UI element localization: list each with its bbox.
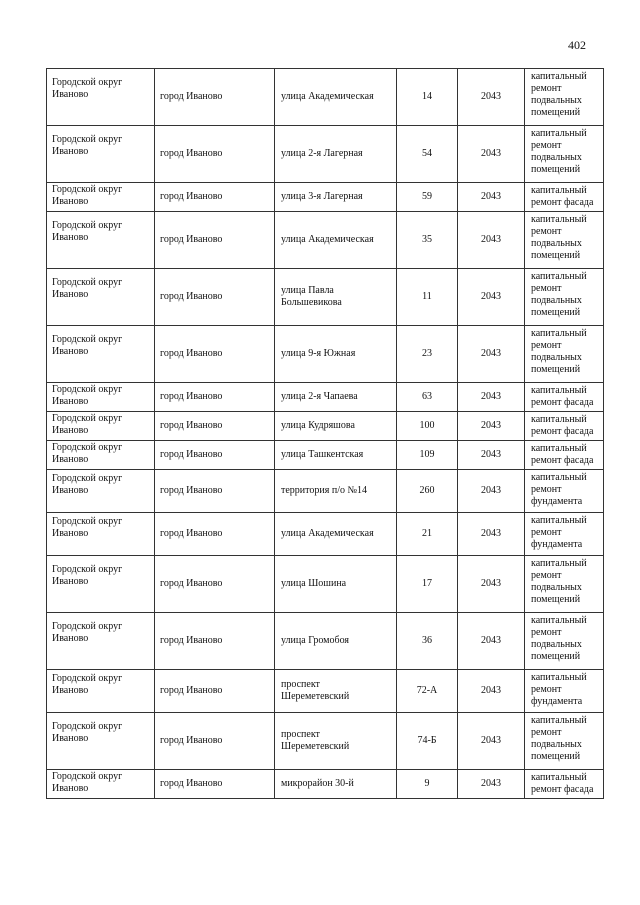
city-text: город Иваново xyxy=(160,420,223,431)
street-text: улица Громобоя xyxy=(281,635,349,646)
work-type-text: капитальный ремонт подвальных помещений xyxy=(531,128,587,175)
district-text: Городской округ Иваново xyxy=(52,473,123,496)
street-text: территория п/о №14 xyxy=(281,485,368,496)
street-text: улица Павла Большевикова xyxy=(281,285,342,308)
page-number: 402 xyxy=(568,38,586,52)
street-text: улица Академическая xyxy=(281,91,374,102)
street-cell xyxy=(275,556,397,613)
street-text: микрорайон 30-й xyxy=(281,778,354,789)
street-text: улица Кудряшова xyxy=(281,420,355,431)
work-type-cell xyxy=(525,69,604,126)
table-row xyxy=(47,326,604,383)
city-text: город Иваново xyxy=(160,291,223,302)
house-number: 109 xyxy=(419,449,435,460)
table-row xyxy=(47,513,604,556)
house-cell xyxy=(397,613,458,670)
work-type-text: капитальный ремонт подвальных помещений xyxy=(531,214,587,261)
year-cell xyxy=(458,513,525,556)
city-cell xyxy=(155,69,275,126)
district-cell xyxy=(47,183,155,212)
city-cell xyxy=(155,513,275,556)
district-text: Городской округ Иваново xyxy=(52,673,123,696)
house-cell xyxy=(397,126,458,183)
district-text: Городской округ Иваново xyxy=(52,721,123,744)
house-cell xyxy=(397,770,458,799)
house-number: 9 xyxy=(424,778,430,789)
city-text: город Иваново xyxy=(160,449,223,460)
district-text: Городской округ Иваново xyxy=(52,184,123,207)
year-cell xyxy=(458,326,525,383)
street-text: улица Академическая xyxy=(281,234,374,245)
year-text: 2043 xyxy=(481,291,501,302)
house-number: 17 xyxy=(422,578,432,589)
year-cell xyxy=(458,613,525,670)
district-text: Городской округ Иваново xyxy=(52,413,123,436)
work-type-text: капитальный ремонт подвальных помещений xyxy=(531,715,587,762)
table-row xyxy=(47,713,604,770)
year-cell xyxy=(458,383,525,412)
year-cell xyxy=(458,441,525,470)
year-text: 2043 xyxy=(481,191,501,202)
city-text: город Иваново xyxy=(160,391,223,402)
year-cell xyxy=(458,670,525,713)
table-row xyxy=(47,183,604,212)
street-text: улица 2-я Чапаева xyxy=(281,391,358,402)
district-text: Городской округ Иваново xyxy=(52,77,123,100)
district-text: Городской округ Иваново xyxy=(52,134,123,157)
year-text: 2043 xyxy=(481,485,501,496)
street-cell xyxy=(275,470,397,513)
table-row xyxy=(47,383,604,412)
district-text: Городской округ Иваново xyxy=(52,334,123,357)
year-text: 2043 xyxy=(481,391,501,402)
house-number: 63 xyxy=(422,391,432,402)
table-row xyxy=(47,441,604,470)
street-text: улица Академическая xyxy=(281,528,374,539)
house-cell xyxy=(397,713,458,770)
year-text: 2043 xyxy=(481,420,501,431)
street-text: улица 3-я Лагерная xyxy=(281,191,363,202)
table-row xyxy=(47,470,604,513)
city-cell xyxy=(155,556,275,613)
work-type-text: капитальный ремонт подвальных помещений xyxy=(531,615,587,662)
house-cell xyxy=(397,69,458,126)
street-cell xyxy=(275,183,397,212)
house-cell xyxy=(397,183,458,212)
repair-schedule-table xyxy=(46,68,604,799)
table-body xyxy=(47,69,604,799)
city-cell xyxy=(155,613,275,670)
district-text: Городской округ Иваново xyxy=(52,621,123,644)
street-cell xyxy=(275,212,397,269)
year-cell xyxy=(458,183,525,212)
city-text: город Иваново xyxy=(160,778,223,789)
work-type-cell xyxy=(525,383,604,412)
work-type-text: капитальный ремонт подвальных помещений xyxy=(531,328,587,375)
city-cell xyxy=(155,183,275,212)
house-number: 59 xyxy=(422,191,432,202)
year-text: 2043 xyxy=(481,735,501,746)
table-row xyxy=(47,670,604,713)
work-type-text: капитальный ремонт фундамента xyxy=(531,515,587,550)
year-text: 2043 xyxy=(481,528,501,539)
street-text: улица 2-я Лагерная xyxy=(281,148,363,159)
work-type-cell xyxy=(525,212,604,269)
work-type-text: капитальный ремонт подвальных помещений xyxy=(531,71,587,118)
district-cell xyxy=(47,383,155,412)
district-cell xyxy=(47,670,155,713)
house-cell xyxy=(397,556,458,613)
district-text: Городской округ Иваново xyxy=(52,442,123,465)
street-text: улица 9-я Южная xyxy=(281,348,356,359)
city-text: город Иваново xyxy=(160,578,223,589)
district-cell xyxy=(47,326,155,383)
work-type-cell xyxy=(525,470,604,513)
street-cell xyxy=(275,513,397,556)
city-text: город Иваново xyxy=(160,528,223,539)
street-text: улица Ташкентская xyxy=(281,449,364,460)
table-row xyxy=(47,613,604,670)
house-cell xyxy=(397,670,458,713)
street-text: проспект Шереметевский xyxy=(281,729,350,752)
house-cell xyxy=(397,383,458,412)
district-text: Городской округ Иваново xyxy=(52,384,123,407)
district-text: Городской округ Иваново xyxy=(52,564,123,587)
street-cell xyxy=(275,383,397,412)
city-text: город Иваново xyxy=(160,635,223,646)
work-type-cell xyxy=(525,326,604,383)
district-cell xyxy=(47,126,155,183)
district-cell xyxy=(47,513,155,556)
district-text: Городской округ Иваново xyxy=(52,220,123,243)
district-text: Городской округ Иваново xyxy=(52,516,123,539)
work-type-text: капитальный ремонт фасада xyxy=(531,772,594,795)
year-cell xyxy=(458,556,525,613)
city-text: город Иваново xyxy=(160,485,223,496)
house-cell xyxy=(397,212,458,269)
table-row xyxy=(47,556,604,613)
work-type-cell xyxy=(525,670,604,713)
house-cell xyxy=(397,441,458,470)
district-cell xyxy=(47,412,155,441)
work-type-text: капитальный ремонт фасада xyxy=(531,443,594,466)
table-row xyxy=(47,412,604,441)
table-row xyxy=(47,212,604,269)
year-cell xyxy=(458,412,525,441)
city-text: город Иваново xyxy=(160,234,223,245)
district-cell xyxy=(47,613,155,670)
year-cell xyxy=(458,212,525,269)
year-text: 2043 xyxy=(481,348,501,359)
year-cell xyxy=(458,126,525,183)
year-text: 2043 xyxy=(481,635,501,646)
work-type-cell xyxy=(525,713,604,770)
house-cell xyxy=(397,513,458,556)
work-type-text: капитальный ремонт фасада xyxy=(531,185,594,208)
house-number: 14 xyxy=(422,91,432,102)
house-cell xyxy=(397,412,458,441)
city-cell xyxy=(155,670,275,713)
district-text: Городской округ Иваново xyxy=(52,277,123,300)
house-number: 35 xyxy=(422,234,432,245)
year-text: 2043 xyxy=(481,449,501,460)
city-text: город Иваново xyxy=(160,91,223,102)
city-cell xyxy=(155,770,275,799)
work-type-text: капитальный ремонт фасада xyxy=(531,385,594,408)
work-type-cell xyxy=(525,412,604,441)
house-number: 36 xyxy=(422,635,432,646)
city-cell xyxy=(155,269,275,326)
district-cell xyxy=(47,212,155,269)
work-type-text: капитальный ремонт фундамента xyxy=(531,472,587,507)
city-text: город Иваново xyxy=(160,348,223,359)
street-cell xyxy=(275,69,397,126)
city-cell xyxy=(155,212,275,269)
work-type-cell xyxy=(525,556,604,613)
work-type-cell xyxy=(525,513,604,556)
work-type-cell xyxy=(525,269,604,326)
year-cell xyxy=(458,713,525,770)
year-text: 2043 xyxy=(481,578,501,589)
house-number: 54 xyxy=(422,148,432,159)
work-type-cell xyxy=(525,770,604,799)
city-text: город Иваново xyxy=(160,735,223,746)
work-type-cell xyxy=(525,183,604,212)
work-type-text: капитальный ремонт подвальных помещений xyxy=(531,558,587,605)
district-cell xyxy=(47,69,155,126)
work-type-text: капитальный ремонт фасада xyxy=(531,414,594,437)
house-number: 21 xyxy=(422,528,432,539)
year-text: 2043 xyxy=(481,778,501,789)
street-cell xyxy=(275,713,397,770)
city-cell xyxy=(155,326,275,383)
table-row xyxy=(47,69,604,126)
house-number: 23 xyxy=(422,348,432,359)
table-row xyxy=(47,269,604,326)
street-cell xyxy=(275,441,397,470)
city-text: город Иваново xyxy=(160,191,223,202)
house-number: 100 xyxy=(419,420,435,431)
city-text: город Иваново xyxy=(160,148,223,159)
district-cell xyxy=(47,470,155,513)
house-cell xyxy=(397,470,458,513)
year-text: 2043 xyxy=(481,148,501,159)
district-cell xyxy=(47,713,155,770)
city-cell xyxy=(155,470,275,513)
district-cell xyxy=(47,269,155,326)
work-type-cell xyxy=(525,441,604,470)
district-cell xyxy=(47,441,155,470)
work-type-cell xyxy=(525,126,604,183)
city-cell xyxy=(155,126,275,183)
work-type-text: капитальный ремонт фундамента xyxy=(531,672,587,707)
street-cell xyxy=(275,412,397,441)
district-cell xyxy=(47,770,155,799)
house-number: 72-А xyxy=(416,685,438,696)
house-number: 11 xyxy=(422,291,432,302)
district-text: Городской округ Иваново xyxy=(52,771,123,794)
street-cell xyxy=(275,126,397,183)
work-type-text: капитальный ремонт подвальных помещений xyxy=(531,271,587,318)
year-text: 2043 xyxy=(481,91,501,102)
year-text: 2043 xyxy=(481,685,501,696)
district-cell xyxy=(47,556,155,613)
street-cell xyxy=(275,326,397,383)
street-cell xyxy=(275,269,397,326)
work-type-cell xyxy=(525,613,604,670)
city-text: город Иваново xyxy=(160,685,223,696)
city-cell xyxy=(155,713,275,770)
table-row xyxy=(47,770,604,799)
street-cell xyxy=(275,670,397,713)
table-row xyxy=(47,126,604,183)
city-cell xyxy=(155,383,275,412)
year-cell xyxy=(458,470,525,513)
house-cell xyxy=(397,269,458,326)
city-cell xyxy=(155,412,275,441)
street-text: проспект Шереметевский xyxy=(281,679,350,702)
street-cell xyxy=(275,770,397,799)
year-text: 2043 xyxy=(481,234,501,245)
street-cell xyxy=(275,613,397,670)
house-number: 74-Б xyxy=(417,735,437,746)
year-cell xyxy=(458,269,525,326)
year-cell xyxy=(458,69,525,126)
street-text: улица Шошина xyxy=(281,578,347,589)
city-cell xyxy=(155,441,275,470)
house-number: 260 xyxy=(419,485,435,496)
house-cell xyxy=(397,326,458,383)
year-cell xyxy=(458,770,525,799)
